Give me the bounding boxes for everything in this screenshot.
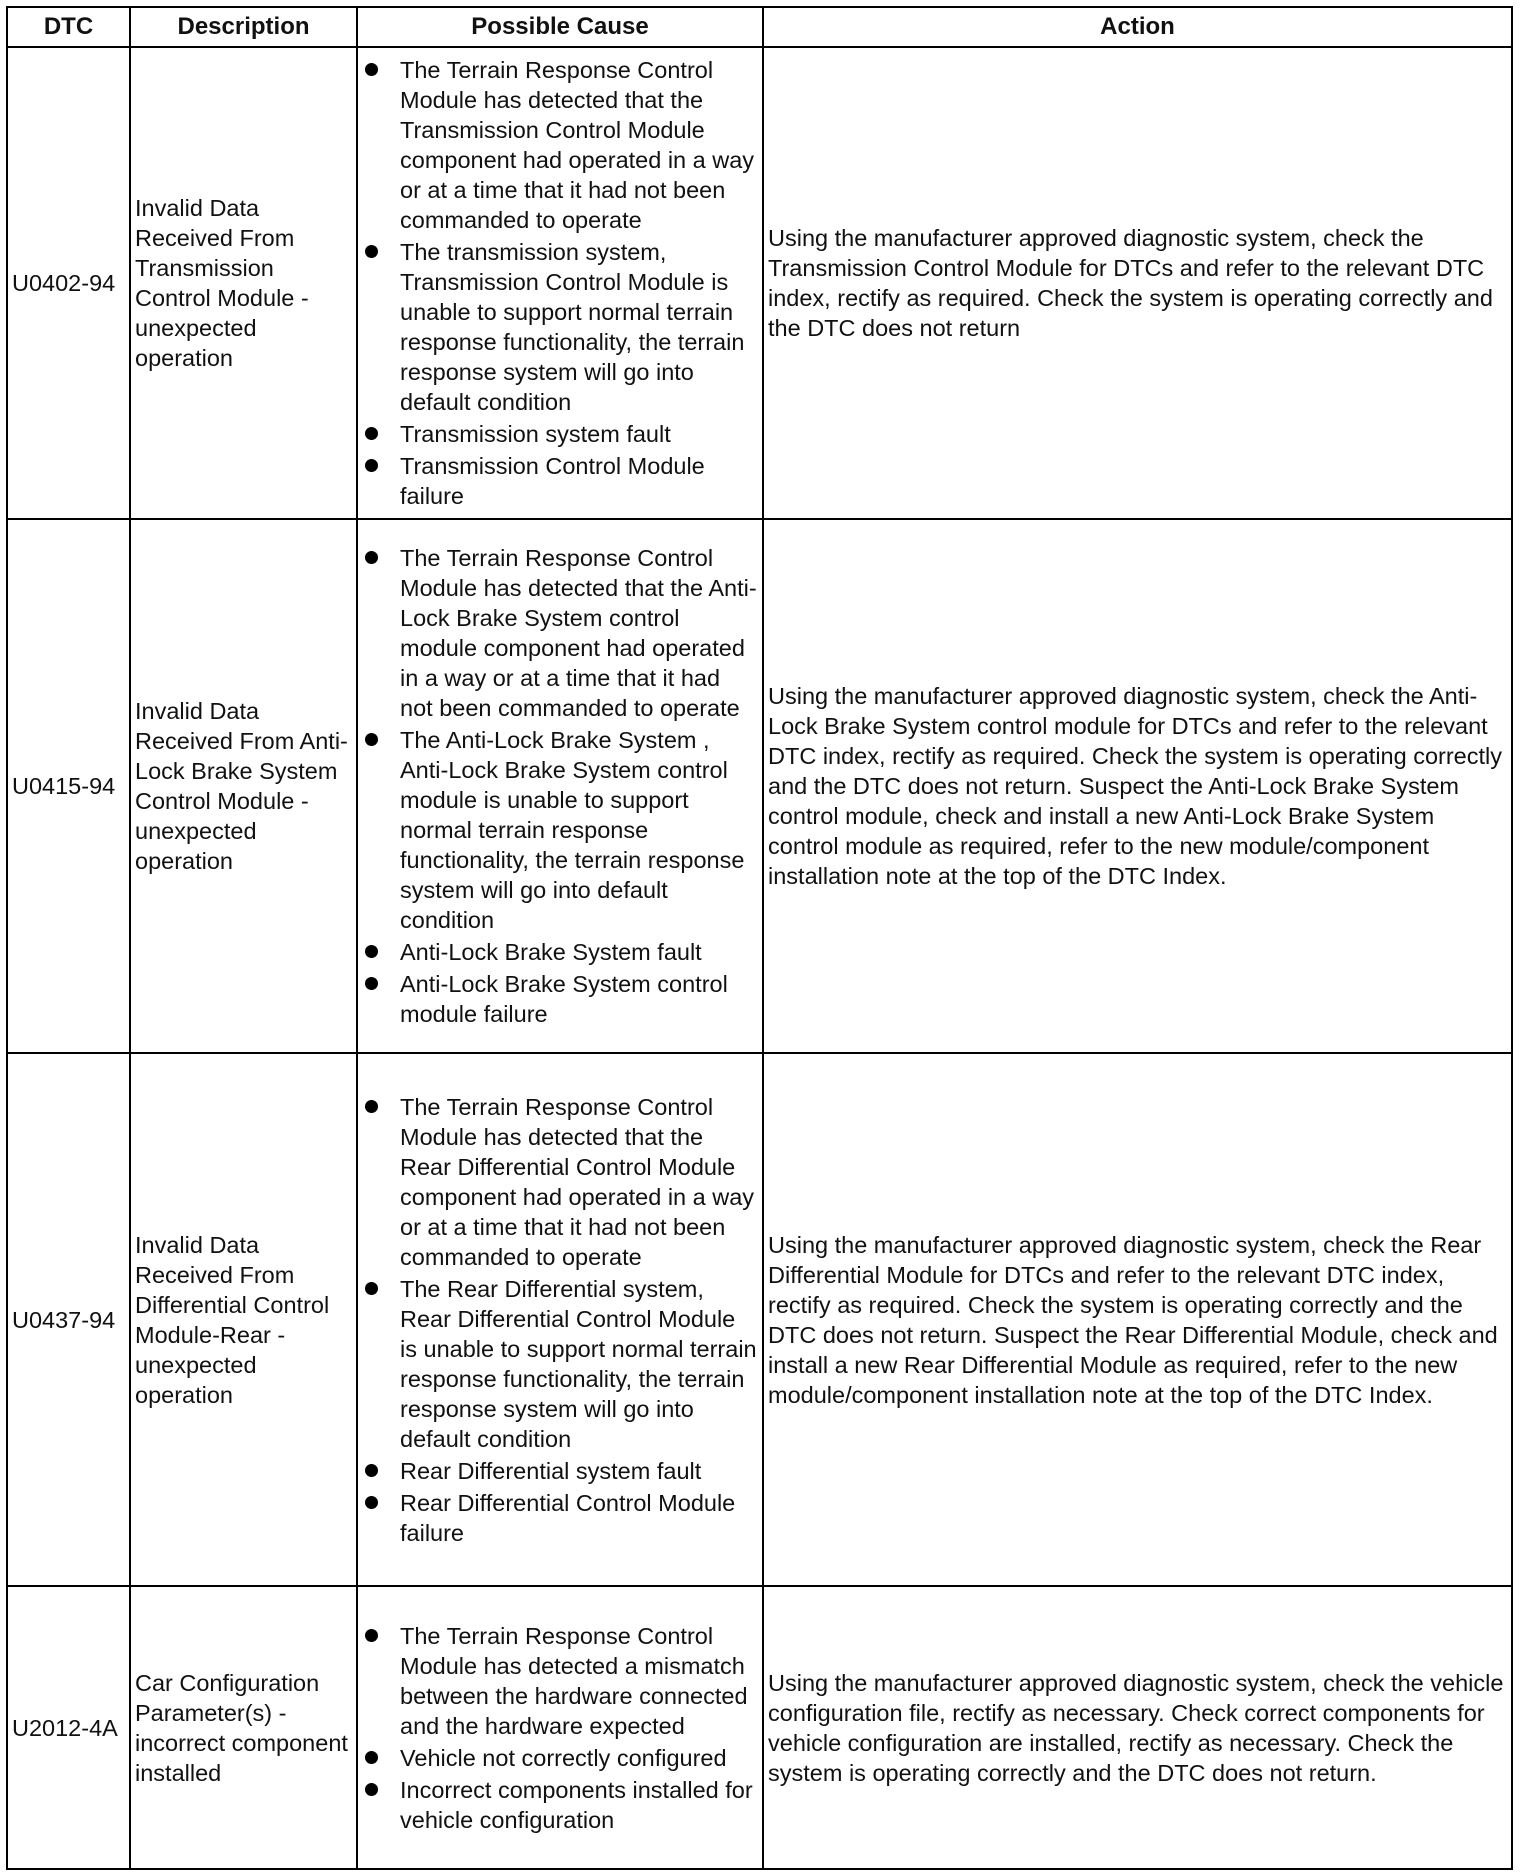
action-text: Using the manufacturer approved diagnostic system, check the Rear Differential Module for DTCs and refer to the relevant DTC index, rectify as required. Check the system is operating correctly and the DTC does not return. Suspect the Rear Differential Module, check and install a new Rear Differential Module as required, refer to the new module/component installation note at the top of the DTC Index. bbox=[763, 1053, 1512, 1586]
possible-cause-cell bbox=[357, 47, 763, 519]
dtc-document bbox=[6, 6, 1511, 1870]
dtc-description: Invalid Data Received From Anti-Lock Brake System Control Module - unexpected operation bbox=[130, 519, 357, 1053]
table-row bbox=[7, 519, 1512, 1053]
header-dtc: DTC bbox=[7, 7, 130, 47]
bullet-icon bbox=[365, 63, 378, 76]
action-text: Using the manufacturer approved diagnostic system, check the Transmission Control Module for DTCs and refer to the relevant DTC index, rectify as required. Check the system is operating correctly and the DTC does not return bbox=[763, 47, 1512, 519]
cause-item: The Terrain Response Control Module has detected that the Transmission Control Module component had operated in a way or at a time that it had not been commanded to operate bbox=[362, 55, 758, 235]
bullet-icon bbox=[365, 1751, 378, 1764]
action-text: Using the manufacturer approved diagnostic system, check the vehicle configuration file, rectify as necessary. Check correct components for vehicle configuration are installed, rectify as necessary. Check the system is operating correctly and the DTC does not return. bbox=[763, 1586, 1512, 1869]
bullet-icon bbox=[365, 245, 378, 258]
possible-cause-cell bbox=[357, 519, 763, 1053]
bullet-icon bbox=[365, 1629, 378, 1642]
dtc-description: Invalid Data Received From Transmission Control Module - unexpected operation bbox=[130, 47, 357, 519]
bullet-icon bbox=[365, 459, 378, 472]
cause-list bbox=[362, 543, 758, 1029]
bullet-icon bbox=[365, 945, 378, 958]
cause-item: Anti-Lock Brake System fault bbox=[362, 937, 758, 967]
bullet-icon bbox=[365, 427, 378, 440]
dtc-description: Car Configuration Parameter(s) - incorrect component installed bbox=[130, 1586, 357, 1869]
bullet-icon bbox=[365, 1100, 378, 1113]
table-header-row bbox=[7, 7, 1512, 47]
cause-list bbox=[362, 55, 758, 511]
table-row bbox=[7, 47, 1512, 519]
cause-item: The Anti-Lock Brake System , Anti-Lock Brake System control module is unable to support normal terrain response functionality, the terrain response system will go into default condition bbox=[362, 725, 758, 935]
cause-item: The Rear Differential system, Rear Differential Control Module is unable to support normal terrain response functionality, the terrain response system will go into default condition bbox=[362, 1274, 758, 1454]
bullet-icon bbox=[365, 551, 378, 564]
dtc-table bbox=[6, 6, 1513, 1870]
header-action: Action bbox=[763, 7, 1512, 47]
cause-item: The Terrain Response Control Module has detected that the Rear Differential Control Module component had operated in a way or at a time that it had not been commanded to operate bbox=[362, 1092, 758, 1272]
dtc-code: U0415-94 bbox=[7, 519, 130, 1053]
dtc-description: Invalid Data Received From Differential Control Module-Rear - unexpected operation bbox=[130, 1053, 357, 1586]
action-text: Using the manufacturer approved diagnostic system, check the Anti-Lock Brake System control module for DTCs and refer to the relevant DTC index, rectify as required. Check the system is operating correctly and the DTC does not return. Suspect the Anti-Lock Brake System control module, check and install a new Anti-Lock Brake System control module as required, refer to the new module/component installation note at the top of the DTC Index. bbox=[763, 519, 1512, 1053]
dtc-code: U2012-4A bbox=[7, 1586, 130, 1869]
cause-item: The Terrain Response Control Module has detected that the Anti-Lock Brake System control module component had operated in a way or at a time that it had not been commanded to operate bbox=[362, 543, 758, 723]
dtc-code: U0402-94 bbox=[7, 47, 130, 519]
possible-cause-cell bbox=[357, 1586, 763, 1869]
cause-item: Rear Differential Control Module failure bbox=[362, 1488, 758, 1548]
bullet-icon bbox=[365, 1783, 378, 1796]
bullet-icon bbox=[365, 1496, 378, 1509]
cause-list bbox=[362, 1621, 758, 1835]
cause-list bbox=[362, 1092, 758, 1548]
bullet-icon bbox=[365, 1464, 378, 1477]
cause-item: Transmission system fault bbox=[362, 419, 758, 449]
possible-cause-cell bbox=[357, 1053, 763, 1586]
header-description: Description bbox=[130, 7, 357, 47]
cause-item: Transmission Control Module failure bbox=[362, 451, 758, 511]
dtc-code: U0437-94 bbox=[7, 1053, 130, 1586]
cause-item: The transmission system, Transmission Control Module is unable to support normal terrain response functionality, the terrain response system will go into default condition bbox=[362, 237, 758, 417]
header-possible-cause: Possible Cause bbox=[357, 7, 763, 47]
table-row bbox=[7, 1586, 1512, 1869]
cause-item: Incorrect components installed for vehicle configuration bbox=[362, 1775, 758, 1835]
cause-item: Anti-Lock Brake System control module failure bbox=[362, 969, 758, 1029]
cause-item: Rear Differential system fault bbox=[362, 1456, 758, 1486]
cause-item: The Terrain Response Control Module has detected a mismatch between the hardware connected and the hardware expected bbox=[362, 1621, 758, 1741]
cause-item: Vehicle not correctly configured bbox=[362, 1743, 758, 1773]
bullet-icon bbox=[365, 1282, 378, 1295]
table-row bbox=[7, 1053, 1512, 1586]
bullet-icon bbox=[365, 733, 378, 746]
bullet-icon bbox=[365, 977, 378, 990]
